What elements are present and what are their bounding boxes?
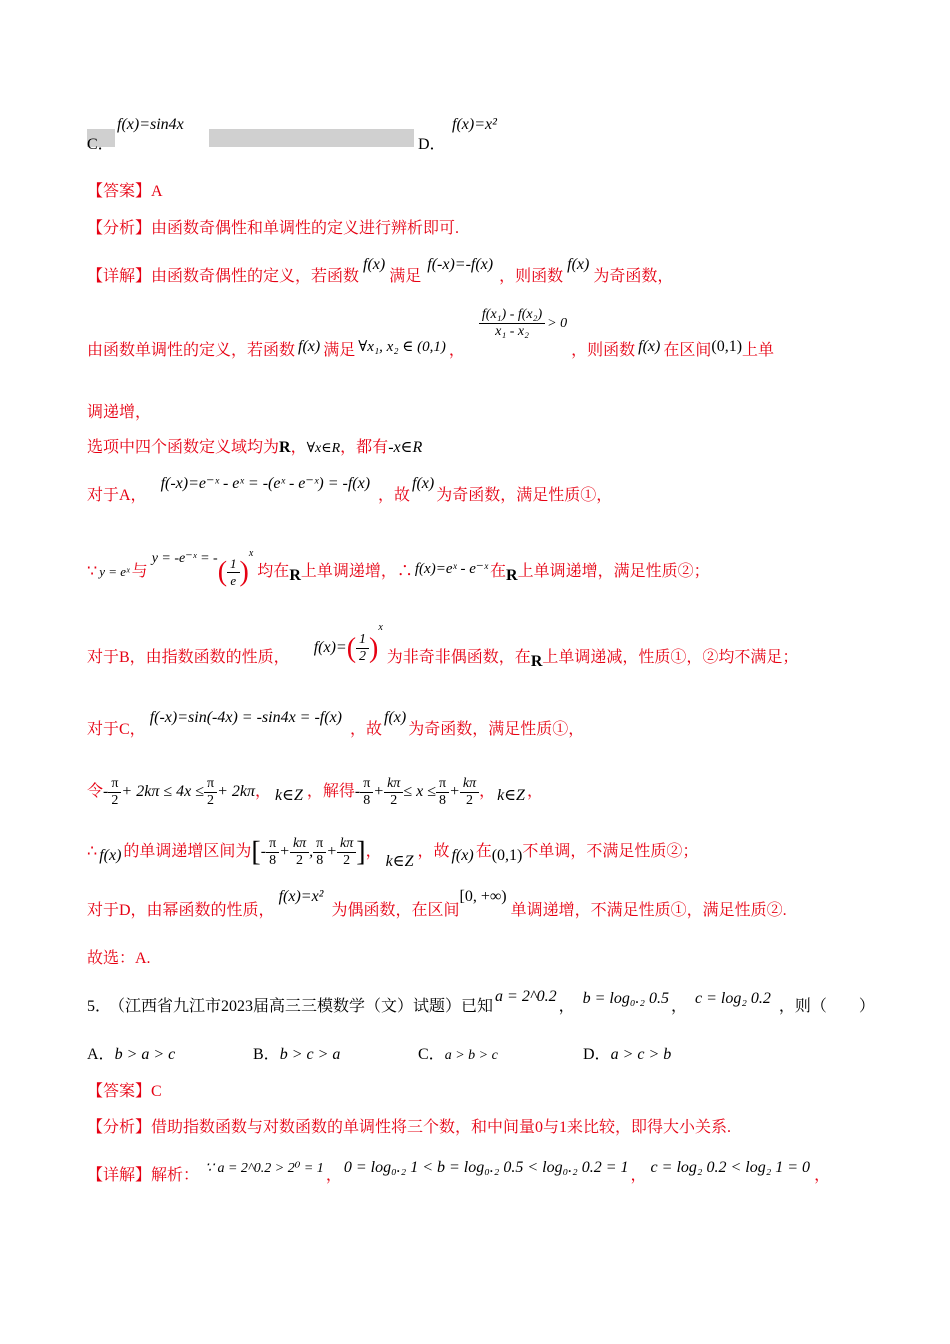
q4-detail-line7: 对于B，由指数函数的性质，f(x)=( $\frac{1}{2}$ )$^x$为非奇非偶函数，在R上单调递减，性质①，②均不满足；	[87, 621, 799, 671]
highlight-box-cd	[209, 129, 414, 147]
q5-analysis: 【分析】借助指数函数与对数函数的单调性将三个数，和中间量0与1来比较，即得大小关系.	[87, 1119, 732, 1136]
q4-answer: 【答案】A	[87, 183, 163, 200]
q4-detail-line5: 对于A，f(-x)=e⁻ˣ - eˣ = -(eˣ - e⁻ˣ) = -f(x)，故f(x)为奇函数，满足性质①，	[87, 475, 613, 504]
q4-detail-line6: ∵ y = eˣ 与y = -e⁻ˣ = -( $\frac{1}{e}$ )$^x$均在R上单调递增，∴ f(x)=eˣ - e⁻ˣ 在R上单调递增，满足性质②；	[87, 547, 710, 588]
q4-detail-line4: 选项中四个函数定义域均为R，∀x∈R，都有-x∈R	[87, 439, 423, 456]
q5-option-d[interactable]: D．a > c > b	[583, 1046, 672, 1063]
q5-stem: 5． （江西省九江市2023届高三三模数学（文）试题）已知a = 2^0.2， b = log₀.₂ 0.5 ， c = log₂ 0.2 ，则（ ）	[87, 988, 875, 1015]
q4-detail-line11: 对于D，由幂函数的性质，f(x)=x²为偶函数，在区间[0, +∞)单调递增，不满足性质①，满足性质②.	[87, 888, 787, 919]
option-c-expr: f(x)=sin4x	[117, 116, 184, 133]
q4-analysis: 【分析】由函数奇偶性和单调性的定义进行辨析即可.	[87, 220, 460, 237]
q5-option-b[interactable]: B．b > c > a	[253, 1046, 341, 1063]
q4-detail-line3: 调递增，	[87, 404, 152, 421]
q4-detail-line10: ∴ f(x) 的单调递增区间为[- $\frac{\pi}{8}$ + $\frac{k\pi}{2}$ , $\frac{\pi}{8}$ + $\frac{k\pi}{2}$ ]，k∈Z，故 f(x) 在(0,1)不单调，不满足性质②；	[87, 836, 699, 871]
q4-detail-line2: 由函数单调性的定义，若函数 f(x) 满足 ∀x₁, x₂ ∈ (0,1) ， $\frac{\text{f(x₁) - f(x₂)}}{\text{x₁ - x₂}}$ > 0 ，则函数 f(x) 在区间(0,1)上单	[87, 307, 775, 360]
q5-detail: 【详解】解析： ∵ a = 2^0.2 > 2⁰ = 1 ， 0 = log₀.₂ 1 < b = log₀.₂ 0.5 < log₀.₂ 0.2 = 1 ， c = log₂ 0.2 < log₂ 1 = 0 ，	[87, 1159, 831, 1184]
q4-detail-line12: 故选：A.	[87, 950, 151, 967]
option-c-label: C．	[87, 136, 114, 153]
option-d-expr: f(x)=x²	[452, 116, 497, 133]
q5-option-a[interactable]: A．b > a > c	[87, 1046, 176, 1063]
option-d-label: D．	[418, 136, 446, 153]
q4-detail-line9: 令- $\frac{\pi}{2}$ + 2kπ ≤ 4x ≤ $\frac{\pi}{2}$ + 2kπ， k∈Z ，解得- $\frac{\pi}{8}$ + $\frac{k\pi}{2}$ ≤ x ≤ $\frac{\pi}{8}$ + $\frac{k\pi}{2}$ ， k∈Z ，	[87, 776, 543, 808]
q5-answer: 【答案】C	[87, 1083, 162, 1100]
q5-option-c[interactable]: C．a > b > c	[418, 1046, 498, 1063]
q4-detail-line8: 对于C，f(-x)=sin(-4x) = -sin4x = -f(x)，故f(x)为奇函数，满足性质①，	[87, 709, 585, 738]
q4-detail-line1: 【详解】由函数奇偶性的定义，若函数f(x)满足f(-x)=-f(x)，则函数f(x)为奇函数，	[87, 256, 674, 285]
